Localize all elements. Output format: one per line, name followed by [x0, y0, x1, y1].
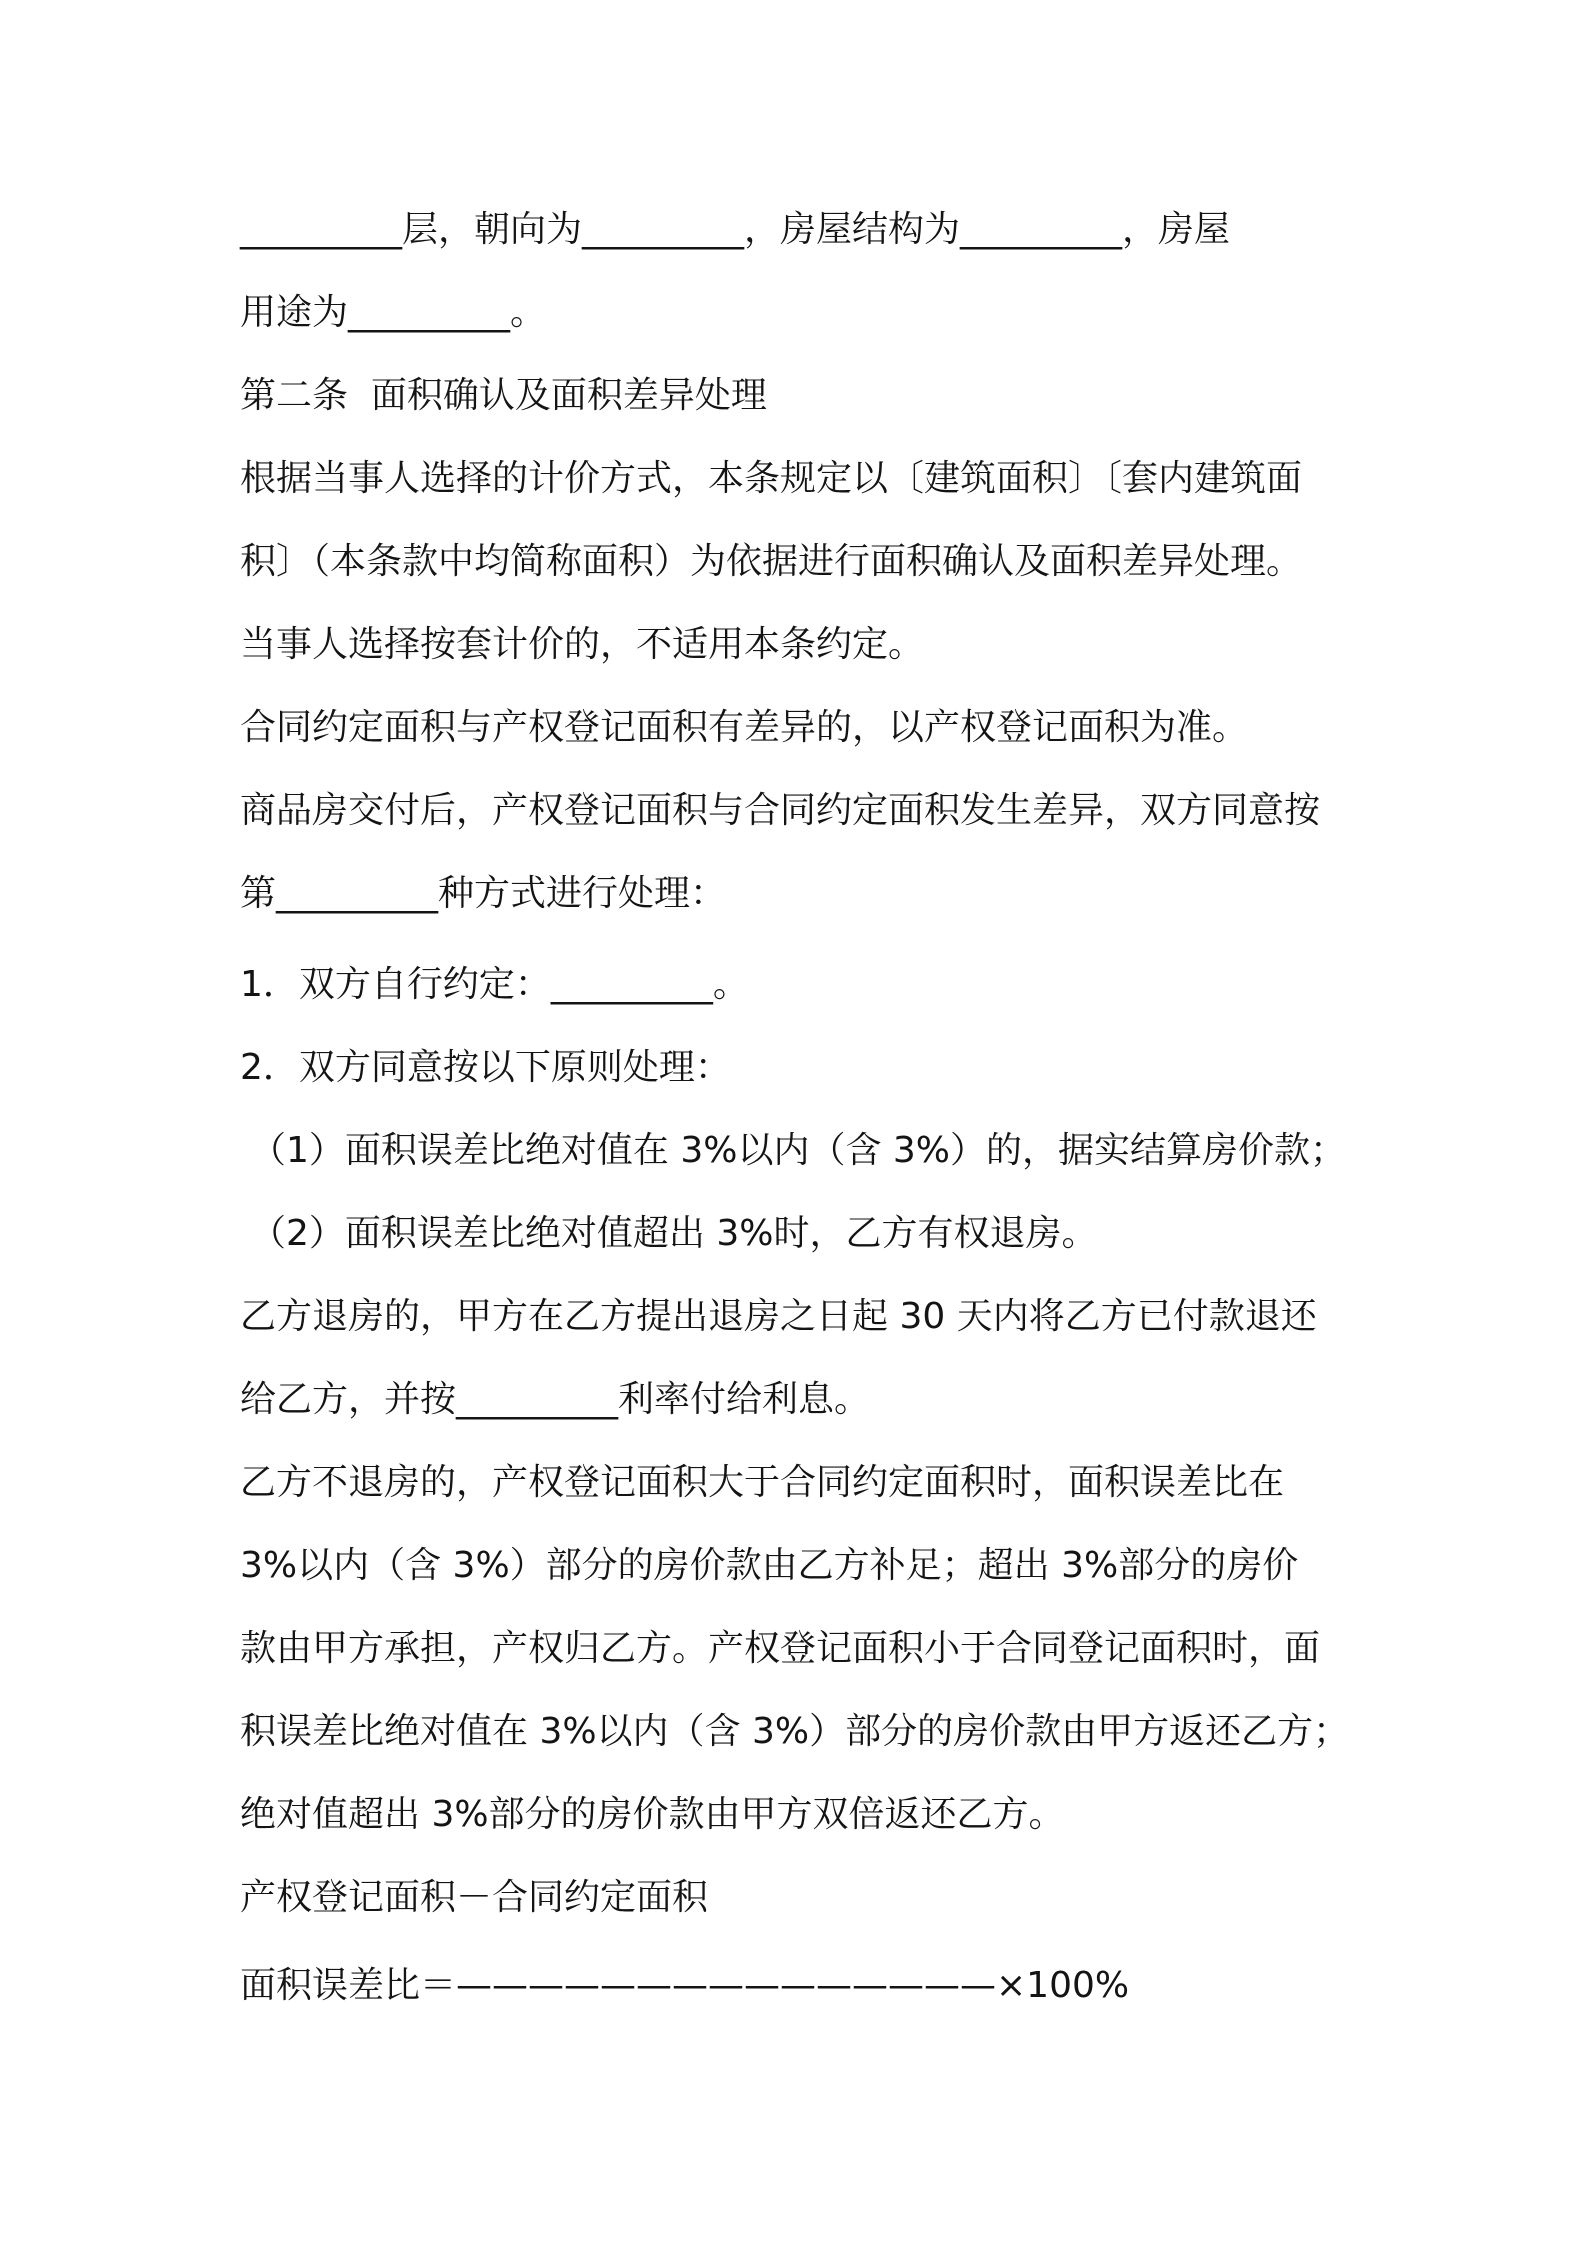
text-line-15: 给乙方，并按_________利率付给利息。 — [240, 1379, 871, 1420]
formula-line: 面积误差比＝———————————————×100% — [240, 1965, 1130, 2006]
text-line-20: 绝对值超出 3%部分的房价款由甲方双倍返还乙方。 — [240, 1794, 1065, 1835]
text-line-9: 第_________种方式进行处理： — [240, 873, 727, 914]
text-line-8: 商品房交付后，产权登记面积与合同约定面积发生差异，双方同意按 — [240, 790, 1321, 831]
text-line-7: 合同约定面积与产权登记面积有差异的，以产权登记面积为准。 — [240, 707, 1249, 748]
text-line-4: 根据当事人选择的计价方式，本条规定以〔建筑面积〕〔套内建筑面 — [240, 458, 1303, 499]
sub-item-2: （2）面积误差比绝对值超出 3%时，乙方有权退房。 — [250, 1213, 1098, 1254]
text-line-19: 积误差比绝对值在 3%以内（含 3%）部分的房价款由甲方返还乙方； — [240, 1711, 1350, 1752]
list-item-2: 2．双方同意按以下原则处理： — [240, 1047, 731, 1088]
sub-item-1: （1）面积误差比绝对值在 3%以内（含 3%）的，据实结算房价款； — [250, 1130, 1347, 1171]
text-line-17: 3%以内（含 3%）部分的房价款由乙方补足；超出 3%部分的房价 — [240, 1545, 1299, 1586]
text-line-5: 积〕（本条款中均简称面积）为依据进行面积确认及面积差异处理。 — [240, 541, 1303, 582]
text-line-16: 乙方不退房的，产权登记面积大于合同约定面积时，面积误差比在 — [240, 1462, 1285, 1503]
section-heading: 第二条 面积确认及面积差异处理 — [240, 375, 767, 416]
list-item-1: 1．双方自行约定：_________。 — [240, 964, 749, 1005]
text-line-14: 乙方退房的，甲方在乙方提出退房之日起 30 天内将乙方已付款退还 — [240, 1296, 1317, 1337]
text-line-18: 款由甲方承担，产权归乙方。产权登记面积小于合同登记面积时，面 — [240, 1628, 1321, 1669]
text-line-2: 用途为_________。 — [240, 292, 547, 333]
text-line-1: _________层，朝向为_________，房屋结构为_________，房屋 — [240, 209, 1231, 250]
text-line-6: 当事人选择按套计价的，不适用本条约定。 — [240, 624, 925, 665]
formula-numerator: 产权登记面积－合同约定面积 — [240, 1877, 709, 1918]
